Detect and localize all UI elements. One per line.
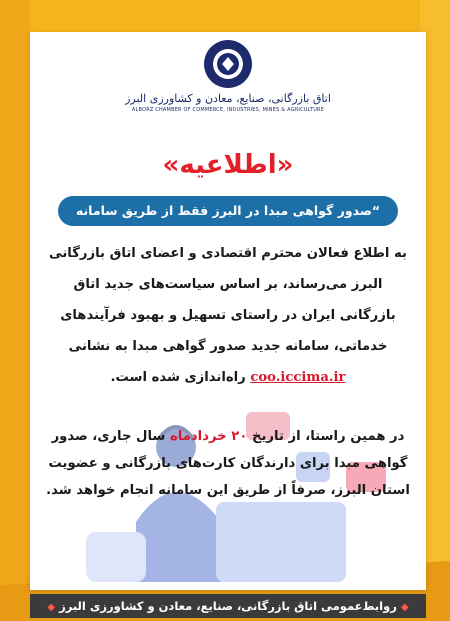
organization-name-english: ALBORZ CHAMBER OF COMMERCE, INDUSTRIES, MINES & AGRICULTURE <box>131 107 325 113</box>
announcement-paragraph-2 <box>46 423 410 504</box>
paragraph-2-ending: سال جاری، صدور گواهی مبدا برای دارندگان کارت‌های بازرگانی و عضویت استان البرز، صرفاً از طریق این سامانه انجام خواهد شد. <box>46 429 410 498</box>
announcement-title: «اطلاعیه» <box>162 150 294 180</box>
paragraph-1-text: به اطلاع فعالان محترم اقتصادی و اعضای اتاق بازرگانی البرز می‌رساند، بر اساس سیاست‌های جدید اتاق بازرگانی ایران در راستای تسهیل و بهبود فرآیندهای خدماتی، سامانه جدید صدور گواهی مبدا به نشانی <box>49 246 407 354</box>
organization-name-persian: اتاق بازرگانی، صنایع، معادن و کشاورزی البرز <box>125 92 331 105</box>
background-left-slab <box>0 0 30 621</box>
chamber-logo <box>30 38 426 134</box>
footer-bar <box>30 594 426 618</box>
chamber-emblem-icon <box>202 38 254 90</box>
diamond-icon: ◆ <box>47 602 56 613</box>
announcement-card <box>30 32 426 590</box>
footer-text: روابط‌عمومی اتاق بازرگانی، صنایع، معادن و کشاورزی البرز <box>59 599 397 613</box>
announcement-subtitle-banner: “صدور گواهی مبدا در البرز فقط از طریق سامانه جدید” <box>58 196 398 226</box>
diamond-icon: ◆ <box>400 602 409 613</box>
announcement-paragraph-1 <box>46 238 410 393</box>
paragraph-1-ending: راه‌اندازی شده است. <box>110 370 246 385</box>
announcement-body <box>46 238 410 504</box>
paragraph-2-text: در همین راستا، از تاریخ <box>251 429 405 444</box>
effective-date: ۲۰ خردادماه <box>170 429 248 444</box>
system-url-link[interactable]: coo.iccima.ir <box>250 370 346 385</box>
